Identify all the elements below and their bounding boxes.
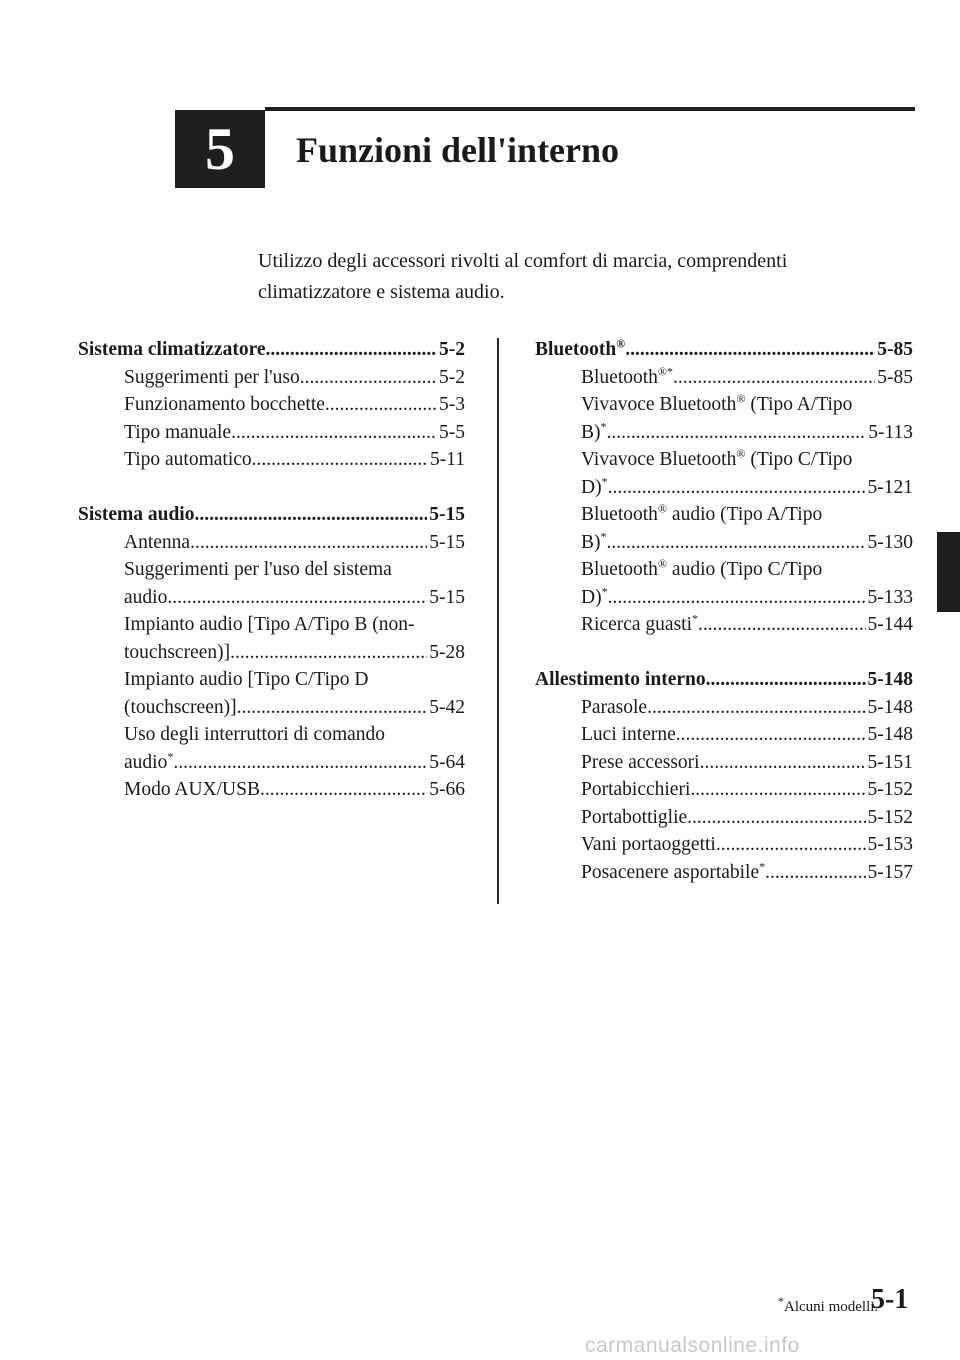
toc-heading-climate[interactable]: Sistema climatizzatore ..... 5-2 — [78, 336, 465, 364]
toc-item-unit-ab-line-1[interactable]: Impianto audio [Tipo A/Tipo B (non- — [124, 614, 415, 635]
toc-item-unit-ab-line-2[interactable]: touchscreen)] ..... 5-28 — [78, 639, 465, 667]
toc-item[interactable]: Portabottiglie ..... 5-152 — [535, 804, 913, 832]
chapter-number-box — [175, 110, 265, 188]
toc-item-troubleshooting[interactable]: Ricerca guasti* ..... 5-144 — [535, 611, 913, 639]
toc-item[interactable]: Parasole ..... 5-148 — [535, 694, 913, 722]
toc-item-antenna[interactable]: Antenna ..... 5-15 — [78, 529, 465, 557]
toc-item-bluetooth[interactable]: Bluetooth®* ..... 5-85 — [535, 364, 913, 392]
toc-item[interactable]: Funzionamento bocchette ..... 5-3 — [78, 391, 465, 419]
chapter-number: 5 — [205, 116, 235, 182]
toc-item[interactable]: Suggerimenti per l'uso ..... 5-2 — [78, 364, 465, 392]
toc-item-unit-cd-line-1[interactable]: Impianto audio [Tipo C/Tipo D — [124, 669, 369, 690]
asterisk-mark: * — [667, 364, 674, 378]
chapter-title-rule — [265, 107, 915, 111]
toc-section-interior — [535, 666, 913, 886]
asterisk-mark: * — [600, 419, 607, 433]
toc-item-bt-audio-cd-line-2[interactable]: D)* ..... 5-133 — [535, 584, 913, 612]
column-divider — [497, 338, 499, 904]
toc-item-aux-usb[interactable]: Modo AUX/USB ..... 5-66 — [78, 776, 465, 804]
toc-section-audio — [78, 501, 465, 804]
chapter-intro — [258, 246, 898, 308]
toc-section-climate — [78, 336, 465, 474]
toc-item-handsfree-cd-line-1[interactable]: Vivavoce Bluetooth® (Tipo C/Tipo — [581, 446, 853, 470]
chapter-intro-line-2: climatizzatore e sistema audio. — [258, 281, 505, 303]
registered-mark: ® — [657, 556, 668, 571]
toc-item-handsfree-cd-line-2[interactable]: D)* ..... 5-121 — [535, 474, 913, 502]
asterisk-mark: * — [692, 611, 698, 626]
asterisk-mark: * — [600, 529, 607, 543]
registered-mark: ® — [657, 501, 668, 516]
toc-item[interactable]: Vani portaoggetti ..... 5-153 — [535, 831, 913, 859]
toc-item-ashtray[interactable]: Posacenere asportabile* ..... 5-157 — [535, 859, 913, 887]
toc-heading-bluetooth[interactable]: Bluetooth® ..... 5-85 — [535, 336, 913, 364]
asterisk-mark: * — [759, 859, 766, 873]
toc-item-switches-line-2[interactable]: audio* ..... 5-64 — [78, 749, 465, 777]
toc-item-bt-audio-ab-line-2[interactable]: B)* ..... 5-130 — [535, 529, 913, 557]
asterisk-mark: * — [167, 749, 174, 763]
toc-section-bluetooth — [535, 336, 913, 639]
footnote — [778, 1294, 879, 1317]
toc-item-audio-tips-line-2[interactable]: audio ..... 5-15 — [78, 584, 465, 612]
chapter-intro-line-1: Utilizzo degli accessori rivolti al comfort di marcia, comprendenti — [258, 250, 788, 272]
toc-item-switches-line-1[interactable]: Uso degli interruttori di comando — [124, 724, 386, 745]
toc-item[interactable]: Tipo manuale ..... 5-5 — [78, 419, 465, 447]
toc-heading-audio[interactable]: Sistema audio ..... 5-15 — [78, 501, 465, 529]
page-number: 5-1 — [871, 1284, 909, 1315]
registered-mark: ® — [616, 336, 626, 351]
registered-mark: ® — [736, 391, 746, 406]
toc-item-unit-cd-line-2[interactable]: (touchscreen)] ..... 5-42 — [78, 694, 465, 722]
toc-right-column — [535, 336, 913, 914]
asterisk-mark: * — [601, 584, 608, 598]
chapter-thumb-tab — [937, 532, 960, 612]
toc-left-column — [78, 336, 465, 831]
toc-item[interactable]: Prese accessori ..... 5-151 — [535, 749, 913, 777]
registered-mark: ® — [657, 364, 668, 378]
footnote-text: Alcuni modelli. — [784, 1299, 879, 1315]
chapter-title: Funzioni dell'interno — [296, 130, 620, 170]
registered-mark: ® — [736, 446, 746, 461]
toc-heading-interior[interactable]: Allestimento interno ..... 5-148 — [535, 666, 913, 694]
toc-item-audio-tips-line-1[interactable]: Suggerimenti per l'uso del sistema — [124, 559, 392, 580]
asterisk-mark: * — [601, 474, 608, 488]
toc-item-bt-audio-ab-line-1[interactable]: Bluetooth® audio (Tipo A/Tipo — [581, 501, 823, 525]
asterisk-mark: * — [778, 1294, 784, 1308]
toc-item-bt-audio-cd-line-1[interactable]: Bluetooth® audio (Tipo C/Tipo — [581, 556, 823, 580]
toc-item-handsfree-ab-line-1[interactable]: Vivavoce Bluetooth® (Tipo A/Tipo — [581, 391, 853, 415]
toc-item[interactable]: Tipo automatico ..... 5-11 — [78, 446, 465, 474]
toc-item[interactable]: Portabicchieri ..... 5-152 — [535, 776, 913, 804]
watermark: carmanualsonline.info — [585, 1334, 800, 1357]
toc-item[interactable]: Luci interne ..... 5-148 — [535, 721, 913, 749]
toc-item-handsfree-ab-line-2[interactable]: B)* ..... 5-113 — [535, 419, 913, 447]
